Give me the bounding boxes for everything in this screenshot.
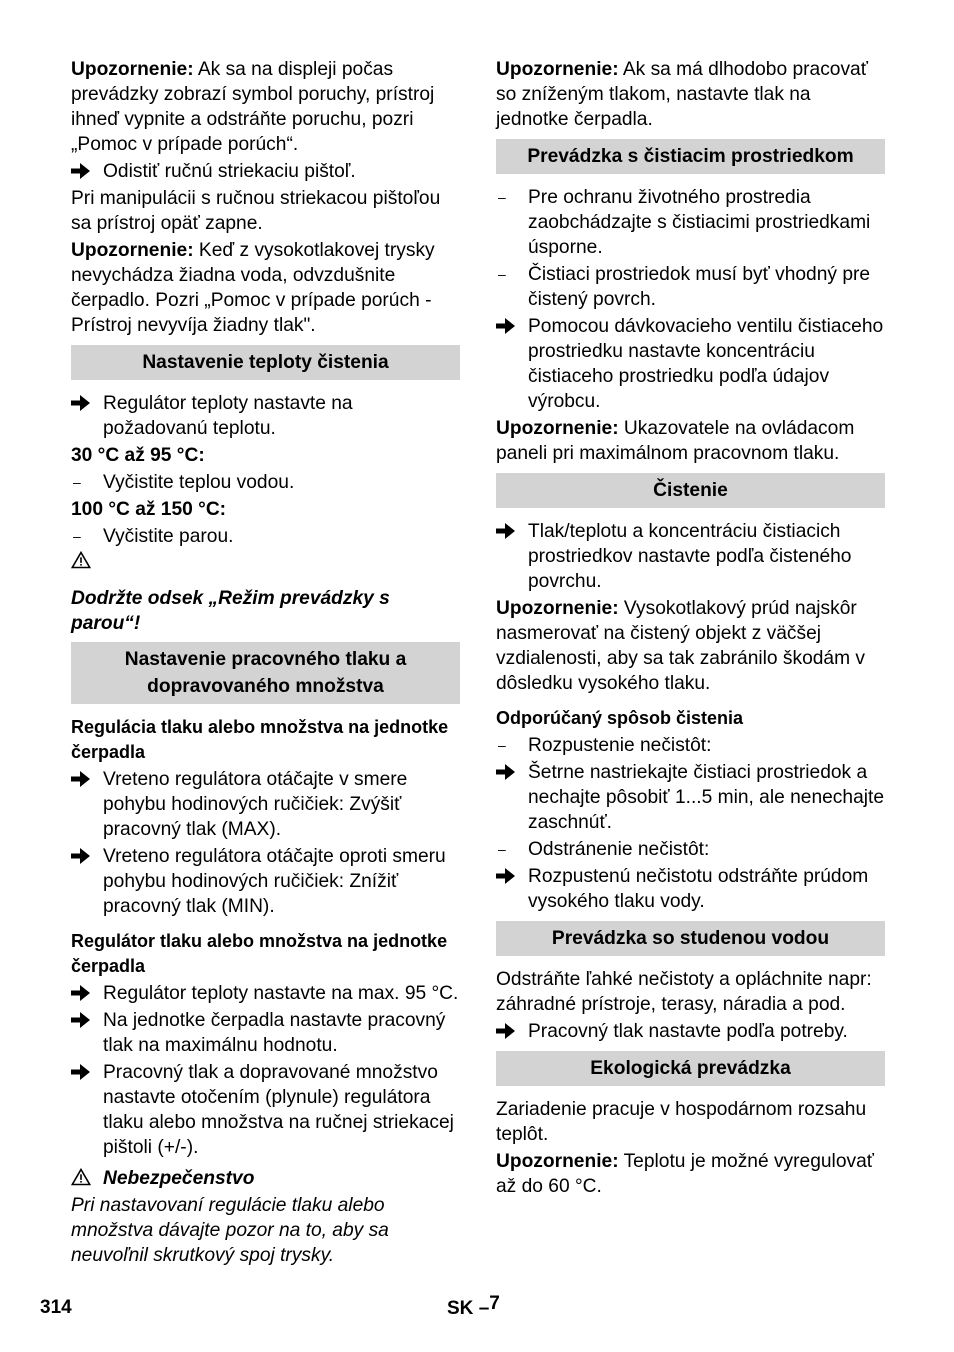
footer-page-label: SK –7 xyxy=(447,1293,500,1319)
list-item: – Rozpustenie nečistôt: xyxy=(498,735,712,756)
arrow-right-icon xyxy=(496,760,528,835)
step-item: Vreteno regulátora otáčajte oproti smeru pohybu hodinových ručičiek: Znížiť pracovný tlak (MIN). xyxy=(71,844,460,919)
arrow-right-icon xyxy=(71,981,103,1006)
section-heading: Prevádzka s čistiacim prostriedkom xyxy=(496,139,885,174)
step-item: Regulátor teploty nastavte na požadovanú teplotu. xyxy=(71,391,460,441)
step-item: Tlak/teplotu a koncentráciu čistiacich prostriedkov nastavte podľa čisteného povrchu. xyxy=(496,519,885,594)
arrow-right-icon xyxy=(71,1008,103,1058)
step-item: Pracovný tlak nastavte podľa potreby. xyxy=(496,1019,885,1044)
section-heading: Prevádzka so studenou vodou xyxy=(496,921,885,956)
dash-bullet-icon: – xyxy=(73,474,81,490)
paragraph: Pri manipulácii s ručnou striekacou pištoľou sa prístroj opäť zapne. xyxy=(71,188,441,234)
subsection-heading: Regulácia tlaku alebo množstva na jednotke čerpadla xyxy=(71,717,449,762)
warning-icon xyxy=(71,551,460,578)
list-item: – Odstránenie nečistôt: xyxy=(498,839,710,860)
step-item: Vreteno regulátora otáčajte v smere pohybu hodinových ručičiek: Zvýšiť pracovný tlak (MAX). xyxy=(71,767,460,842)
step-item: Šetrne nastriekajte čistiaci prostriedok a nechajte pôsobiť 1...5 min, ale nenechajte zaschnúť. xyxy=(496,760,885,835)
dash-bullet-icon: – xyxy=(498,841,506,857)
warning-text: Dodržte odsek „Režim prevádzky s parou“! xyxy=(71,588,390,634)
arrow-right-icon xyxy=(496,314,528,414)
dash-bullet-icon: – xyxy=(498,737,506,753)
list-item: – Pre ochranu životného prostredia zaobchádzajte s čistiacimi prostriedkami úsporne. xyxy=(498,187,871,258)
page-number: 314 xyxy=(40,1297,72,1318)
dash-bullet-icon: – xyxy=(498,189,506,205)
notice-paragraph: Upozornenie: Ak sa má dlhodobo pracovať so zníženým tlakom, nastavte tlak na jednotke čerpadla. xyxy=(496,59,868,130)
step-item: Pomocou dávkovacieho ventilu čistiaceho prostriedku nastavte koncentráciu čistiaceho prostriedku podľa údajov výrobcu. xyxy=(496,314,885,414)
warning-icon xyxy=(71,1166,103,1191)
temperature-range: 100 °C až 150 °C: xyxy=(71,499,227,520)
arrow-right-icon xyxy=(71,391,103,441)
notice-paragraph: Upozornenie: Ak sa na displeji počas prevádzky zobrazí symbol poruchy, prístroj ihneď vypnite a odstráňte poruchu, pozri „Pomoc v prípade porúch“. xyxy=(71,59,435,155)
section-heading: Ekologická prevádzka xyxy=(496,1051,885,1086)
dash-bullet-icon: – xyxy=(73,528,81,544)
danger-heading: Nebezpečenstvo xyxy=(71,1166,460,1191)
paragraph: Odstráňte ľahké nečistoty a opláchnite napr: záhradné prístroje, terasy, náradia a pod. xyxy=(496,969,872,1015)
temperature-range: 30 °C až 95 °C: xyxy=(71,445,205,466)
arrow-right-icon xyxy=(71,1060,103,1160)
right-column xyxy=(496,57,885,1201)
notice-paragraph: Upozornenie: Vysokotlakový prúd najskôr nasmerovať na čistený objekt z väčšej vzdialenosti, aby sa tak zabránilo škodám v dôsledku vysokého tlaku. xyxy=(496,598,866,694)
step-item: Odistiť ručnú striekaciu pištoľ. xyxy=(71,159,460,184)
list-item: – Vyčistite teplou vodou. xyxy=(73,472,295,493)
subsection-heading: Odporúčaný spôsob čistenia xyxy=(496,708,744,728)
list-item: – Čistiaci prostriedok musí byť vhodný pre čistený povrch. xyxy=(498,264,871,310)
arrow-right-icon xyxy=(496,864,528,914)
notice-paragraph: Upozornenie: Ukazovatele na ovládacom paneli pri maximálnom pracovnom tlaku. xyxy=(496,418,855,464)
arrow-right-icon xyxy=(71,844,103,919)
section-heading: Nastavenie pracovného tlaku a dopravovaného množstva xyxy=(71,642,460,704)
dash-bullet-icon: – xyxy=(498,266,506,282)
subsection-heading: Regulátor tlaku alebo množstva na jednotke čerpadla xyxy=(71,931,448,976)
step-item: Regulátor teploty nastavte na max. 95 °C. xyxy=(71,981,460,1006)
step-item: Na jednotke čerpadla nastavte pracovný tlak na maximálnu hodnotu. xyxy=(71,1008,460,1058)
arrow-right-icon xyxy=(496,1019,528,1044)
section-heading: Čistenie xyxy=(496,473,885,508)
list-item: – Vyčistite parou. xyxy=(73,526,234,547)
notice-paragraph: Upozornenie: Keď z vysokotlakovej trysky nevychádza žiadna voda, odvzdušnite čerpadlo. Pozri „Pomoc v prípade porúch - Prístroj nevyvíja žiadny tlak". xyxy=(71,240,435,336)
step-item: Rozpustenú nečistotu odstráňte prúdom vysokého tlaku vody. xyxy=(496,864,885,914)
section-heading: Nastavenie teploty čistenia xyxy=(71,345,460,380)
left-column xyxy=(71,57,460,1270)
notice-paragraph: Upozornenie: Teplotu je možné vyregulovať až do 60 °C. xyxy=(496,1151,874,1197)
arrow-right-icon xyxy=(71,159,103,184)
paragraph: Zariadenie pracuje v hospodárnom rozsahu teplôt. xyxy=(496,1099,867,1145)
arrow-right-icon xyxy=(71,767,103,842)
danger-text: Pri nastavovaní regulácie tlaku alebo množstva dávajte pozor na to, aby sa neuvoľnil skrutkový spoj trysky. xyxy=(71,1195,389,1266)
step-item: Pracovný tlak a dopravované množstvo nastavte otočením (plynule) regulátora tlaku alebo množstva na ručnej striekacej pištoli (+/-). xyxy=(71,1060,460,1160)
arrow-right-icon xyxy=(496,519,528,594)
